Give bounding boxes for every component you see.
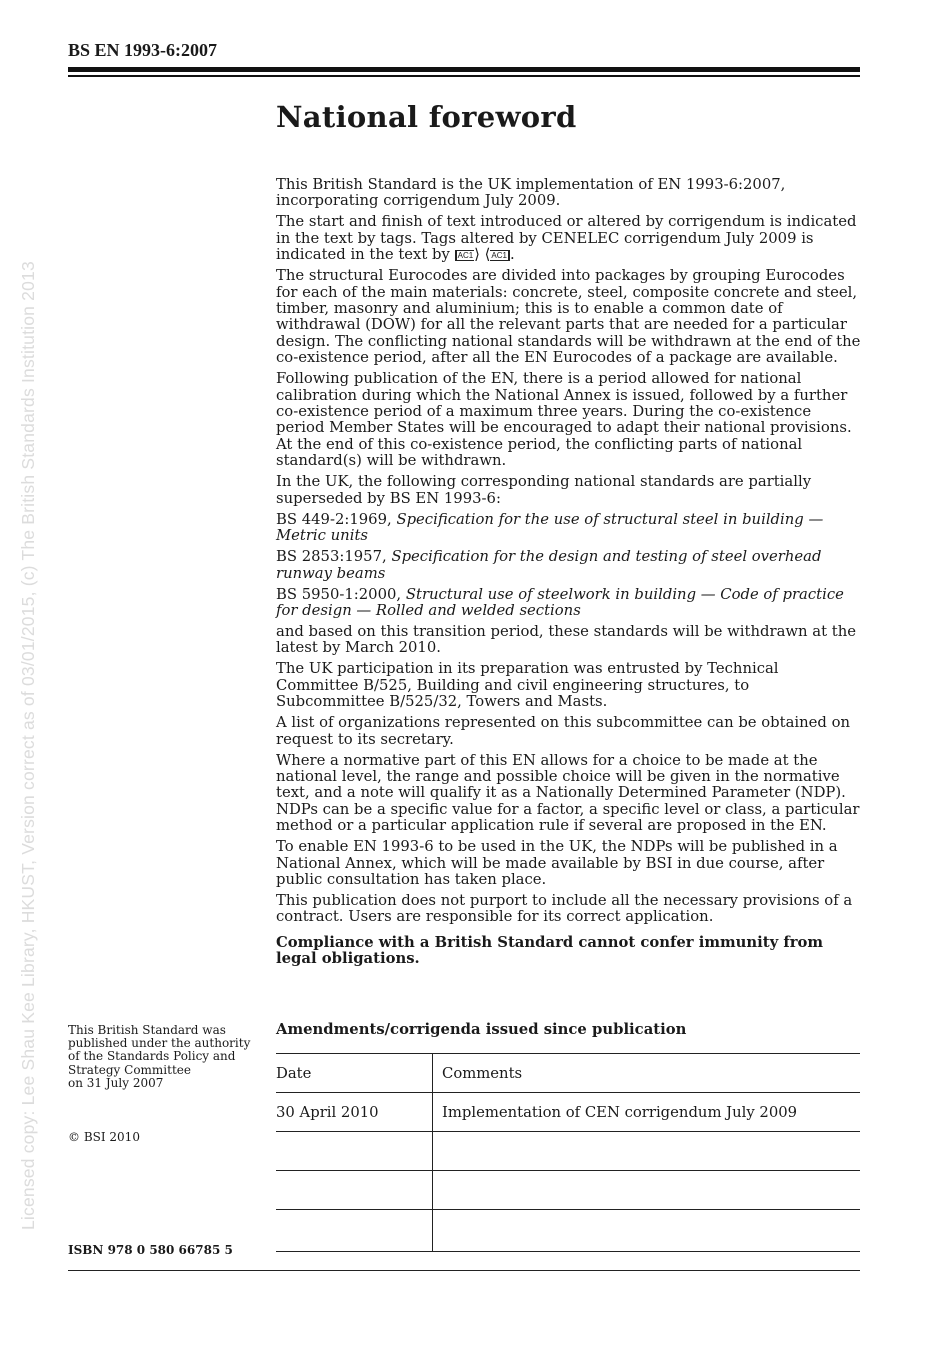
page-title: National foreword [276, 100, 577, 134]
ac1-close-tag-icon: AC1 [490, 250, 510, 261]
amendments-heading: Amendments/corrigenda issued since publication [276, 1021, 687, 1038]
isbn: ISBN 978 0 580 66785 5 [68, 1243, 233, 1257]
paragraph-implementation: This British Standard is the UK implementation of EN 1993-6:2007, incorporating corrigendum July 2009. [276, 176, 786, 210]
paragraph-withdrawal: and based on this transition period, these standards will be withdrawn at the latest by March 2010. [276, 622, 856, 657]
ac1-open-tag-icon: AC1 [455, 250, 475, 261]
superseded-standard-3: BS 5950-1:2000, Structural use of steelwork in building — Code of practice for design — Rolled and welded sections [276, 585, 844, 619]
footer-rule [68, 1270, 860, 1271]
foreword-body [276, 177, 862, 972]
table-row [276, 1093, 860, 1132]
amendment-date: 30 April 2010 [276, 1093, 433, 1132]
paragraph-organizations: A list of organizations represented on this subcommittee can be obtained on request to its secretary. [276, 714, 851, 748]
paragraph-superseded: In the UK, the following corresponding national standards are partially superseded by BS EN 1993-6: [276, 473, 812, 507]
amendment-comment: Implementation of CEN corrigendum July 2009 [433, 1093, 861, 1132]
compliance-note: Compliance with a British Standard cannot confer immunity from legal obligations. [276, 933, 824, 968]
table-row-empty [276, 1210, 860, 1252]
license-watermark: Licensed copy: Lee Shau Kee Library, HKUST, Version correct as of 03/01/2015, (c) The British Standards Institution 2013 [18, 261, 38, 1230]
header-rule-thick [68, 67, 860, 72]
superseded-standard-2: BS 2853:1957, Specification for the design and testing of steel overhead runway beams [276, 548, 822, 582]
copyright-notice: © BSI 2010 [68, 1130, 140, 1144]
paragraph-committee: The UK participation in its preparation was entrusted by Technical Committee B/525, Building and civil engineering structures, to Subcommittee B/525/32, Towers and Masts. [276, 660, 779, 711]
amendments-table [276, 1053, 860, 1252]
document-id: BS EN 1993-6:2007 [68, 40, 218, 60]
table-row-empty [276, 1171, 860, 1210]
publication-note: This British Standard was published under the authority of the Standards Policy and Strategy Committee on 31 July 2007 [68, 1023, 251, 1090]
paragraph-eurocode-packages: The structural Eurocodes are divided into packages by grouping Eurocodes for each of the main materials: concrete, steel, composite concrete and steel, timber, masonry and aluminium; this is to enable a common date of withdrawal (DOW) for all the relevant parts that are needed for a particular design. The conflicting national standards will be withdrawn at the end of the co-existence period, after all the EN Eurocodes of a package are available. [276, 267, 861, 367]
superseded-standard-1: BS 449-2:1969, Specification for the use of structural steel in building — Metric units [276, 510, 824, 545]
header-rule-thin [68, 75, 860, 77]
paragraph-calibration: Following publication of the EN, there is a period allowed for national calibration during which the National Annex is issued, followed by a further co-existence period of a maximum three years. During the co-existence period Member States will be encouraged to adapt their national provisions. At the end of this co-existence period, the conflicting parts of national standard(s) will be withdrawn. [276, 370, 852, 470]
paragraph-corrigendum-tags: The start and finish of text introduced or altered by corrigendum is indicated in the text by tags. Tags altered by CENELEC corrigendum July 2009 is indicated in the text by AC1⟩ ⟨AC1 . [276, 213, 857, 264]
comments-column-header: Comments [433, 1054, 861, 1093]
table-row-empty [276, 1132, 860, 1171]
table-header-row [276, 1054, 860, 1093]
date-column-header: Date [276, 1054, 433, 1093]
paragraph-contract: This publication does not purport to include all the necessary provisions of a contract. Users are responsible for its correct application. [276, 891, 853, 926]
paragraph-ndp: Where a normative part of this EN allows for a choice to be made at the national level, the range and possible choice will be given in the normative text, and a note will qualify it as a Nationally Determined Parameter (NDP). NDPs can be a specific value for a factor, a specific level or class, a particular method or a particular application rule if several are proposed in the EN. [276, 751, 860, 835]
paragraph-national-annex: To enable EN 1993-6 to be used in the UK, the NDPs will be published in a National Annex, which will be made available by BSI in due course, after public consultation has taken place. [276, 838, 838, 888]
